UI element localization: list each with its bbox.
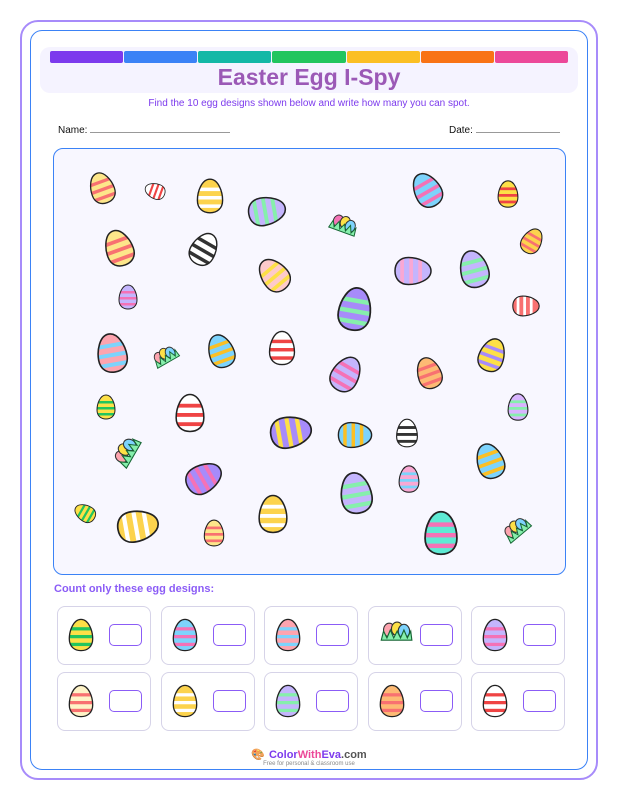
easter-egg-icon — [458, 249, 490, 294]
bar-segment — [50, 51, 123, 63]
easter-egg-icon — [515, 291, 537, 326]
palette-icon: 🎨 — [251, 749, 265, 761]
gold-striped-egg-icon — [172, 683, 198, 724]
easter-egg-icon — [507, 392, 529, 427]
easter-egg-icon — [398, 464, 420, 499]
egg-scene — [53, 148, 566, 575]
bar-segment — [421, 51, 494, 63]
easter-egg-icon — [274, 409, 308, 460]
easter-egg-icon — [423, 510, 459, 561]
easter-egg-icon — [202, 519, 226, 552]
easter-egg-icon — [174, 393, 206, 438]
design-card — [368, 672, 462, 731]
lilac-green-dotted-egg-icon — [275, 683, 301, 724]
purple-dotted-egg-icon — [482, 617, 508, 658]
easter-egg-icon — [96, 331, 128, 380]
count-answer-box[interactable] — [109, 624, 142, 646]
easter-egg-icon — [411, 171, 443, 214]
easter-egg-icon — [521, 227, 543, 260]
bar-segment — [272, 51, 345, 63]
easter-egg-icon — [89, 171, 115, 210]
easter-egg-icon — [141, 180, 169, 207]
design-card — [161, 672, 255, 731]
eggs-in-grass-icon — [150, 344, 178, 371]
count-answer-box[interactable] — [316, 690, 349, 712]
name-label: Name: — [58, 125, 88, 136]
bar-segment — [347, 51, 420, 63]
easter-egg-icon — [331, 354, 361, 399]
eggs-in-grass-icon — [379, 617, 413, 648]
easter-egg-icon — [188, 458, 220, 503]
page-title: Easter Egg I-Spy — [217, 64, 401, 90]
easter-egg-icon — [96, 392, 116, 427]
bar-segment — [124, 51, 197, 63]
easter-egg-icon — [205, 333, 237, 374]
design-card — [471, 672, 565, 731]
blue-pink-zigzag-egg-icon — [172, 617, 198, 658]
date-line[interactable] — [476, 124, 560, 133]
rainbow-bar — [50, 51, 568, 63]
design-card — [264, 672, 358, 731]
cream-red-zigzag-egg-icon — [68, 683, 94, 724]
red-white-striped-egg-icon — [482, 683, 508, 724]
name-line[interactable] — [90, 124, 230, 133]
count-answer-box[interactable] — [213, 624, 246, 646]
easter-egg-icon — [118, 283, 138, 316]
easter-egg-icon — [398, 250, 428, 297]
bar-segment — [198, 51, 271, 63]
easter-egg-icon — [393, 418, 421, 453]
design-card — [161, 606, 255, 665]
design-card — [264, 606, 358, 665]
easter-egg-icon — [414, 356, 444, 395]
design-card — [57, 606, 151, 665]
count-answer-box[interactable] — [523, 690, 556, 712]
count-answer-box[interactable] — [420, 690, 453, 712]
count-answer-box[interactable] — [109, 690, 142, 712]
easter-egg-icon — [196, 177, 224, 220]
easter-egg-icon — [104, 227, 134, 274]
easter-egg-icon — [340, 417, 370, 458]
easter-egg-icon — [267, 330, 297, 371]
date-field[interactable] — [449, 124, 560, 136]
easter-egg-icon — [474, 442, 506, 485]
easter-egg-icon — [189, 231, 219, 272]
date-label: Date: — [449, 125, 473, 136]
count-answer-box[interactable] — [316, 624, 349, 646]
easter-egg-icon — [339, 471, 373, 520]
easter-egg-icon — [497, 178, 519, 215]
brand-logo: 🎨 ColorWithEva.com — [251, 749, 367, 761]
orange-red-egg-icon — [379, 683, 405, 724]
easter-egg-icon — [478, 337, 506, 378]
design-card — [368, 606, 462, 665]
count-answer-box[interactable] — [213, 690, 246, 712]
easter-egg-icon — [121, 504, 155, 553]
footer — [0, 748, 618, 767]
eggs-in-grass-icon — [500, 516, 530, 545]
count-label: Count only these egg designs: — [54, 583, 215, 595]
bar-segment — [495, 51, 568, 63]
tagline: Free for personal & classroom use — [263, 761, 355, 767]
pink-blue-striped-egg-icon — [275, 617, 301, 658]
count-answer-box[interactable] — [523, 624, 556, 646]
name-field[interactable] — [58, 124, 230, 136]
easter-egg-icon — [337, 286, 373, 337]
instructions: Find the 10 egg designs shown below and write how many you can spot. — [148, 98, 470, 109]
eggs-in-grass-icon — [106, 439, 144, 468]
eggs-in-grass-icon — [329, 212, 359, 239]
design-card — [471, 606, 565, 665]
design-card — [57, 672, 151, 731]
easter-egg-icon — [259, 256, 289, 299]
easter-egg-icon — [76, 500, 94, 531]
count-answer-box[interactable] — [420, 624, 453, 646]
easter-egg-icon — [251, 191, 283, 236]
yellow-zigzag-egg-icon — [68, 617, 94, 658]
easter-egg-icon — [256, 494, 290, 539]
